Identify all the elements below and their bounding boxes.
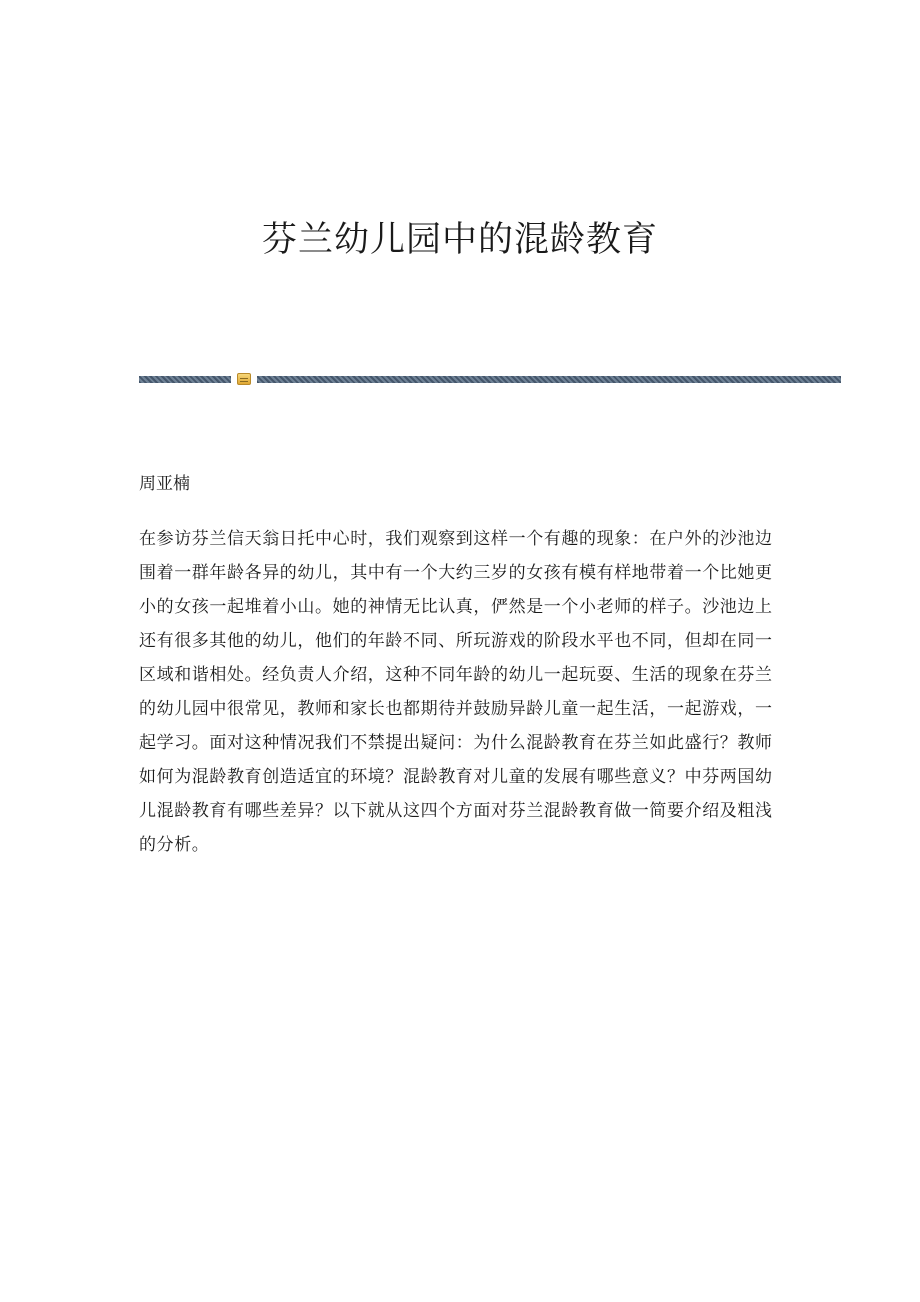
title-divider <box>139 372 841 386</box>
envelope-ornament-icon <box>237 373 251 385</box>
divider-bar-left <box>139 376 231 383</box>
divider-bar-right <box>257 376 841 383</box>
author-name: 周亚楠 <box>139 474 190 494</box>
document-title: 芬兰幼儿园中的混龄教育 <box>261 220 658 260</box>
body-paragraph: 在参访芬兰信天翁日托中心时，我们观察到这样一个有趣的现象：在户外的沙池边围着一群年龄各异的幼儿，其中有一个大约三岁的女孩有模有样地带着一个比她更小的女孩一起堆着小山。她的神情无比认真，俨然是一个小老师的样子。沙池边上还有很多其他的幼儿，他们的年龄不同、所玩游戏的阶段水平也不同，但却在同一区域和谐相处。经负责人介绍，这种不同年龄的幼儿一起玩耍、生活的现象在芬兰的幼儿园中很常见，教师和家长也都期待并鼓励异龄儿童一起生活，一起游戏，一起学习。面对这种情况我们不禁提出疑问：为什么混龄教育在芬兰如此盛行？教师如何为混龄教育创造适宜的环境？混龄教育对儿童的发展有哪些意义？中芬两国幼儿混龄教育有哪些差异？以下就从这四个方面对芬兰混龄教育做一简要介绍及粗浅的分析。 <box>139 529 773 855</box>
